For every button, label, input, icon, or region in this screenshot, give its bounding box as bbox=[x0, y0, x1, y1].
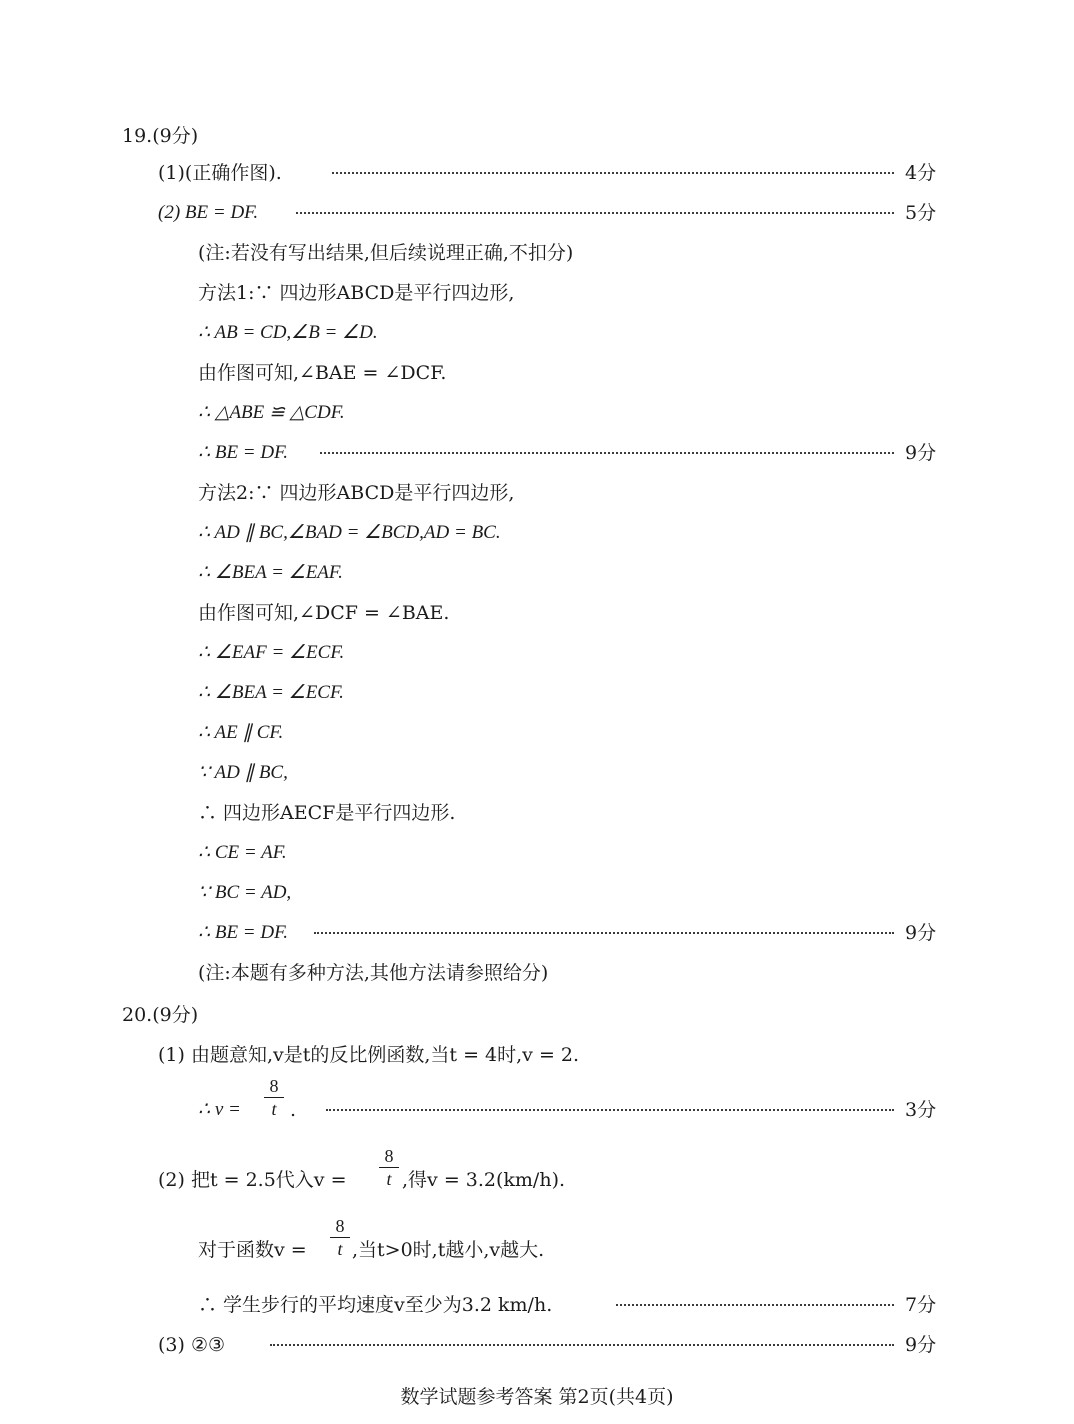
q20-part2-l2-prefix: 对于函数v = bbox=[198, 1239, 307, 1261]
q19-method2-line4 bbox=[0, 638, 1074, 668]
q19-method2-line6 bbox=[0, 718, 1074, 748]
q20-part1-result-suffix: . bbox=[290, 1099, 297, 1121]
q19-method2-line8 bbox=[0, 798, 1074, 828]
fraction-denominator: t bbox=[337, 1239, 343, 1259]
q20-part2-line3 bbox=[0, 1290, 1074, 1320]
q19-method2-line10 bbox=[0, 878, 1074, 908]
q20-part2-score: 7分 bbox=[905, 1294, 937, 1316]
q19-header: 19.(9分) bbox=[122, 125, 199, 147]
q20-part3-label: (3) ②③ bbox=[158, 1334, 226, 1356]
q19-method2-line11 bbox=[0, 918, 1074, 948]
leader-dots bbox=[616, 1304, 894, 1306]
q19-method1-line2 bbox=[0, 358, 1074, 388]
q19-part1-score: 4分 bbox=[905, 162, 937, 184]
q19-method2-title: 方法2:∵ 四边形ABCD是平行四边形, bbox=[198, 482, 515, 504]
fraction-numerator: 8 bbox=[335, 1216, 345, 1236]
fraction-bar bbox=[379, 1167, 399, 1168]
q19-method2-step1: ∴ AD ∥ BC,∠BAD = ∠BCD,AD = BC. bbox=[198, 522, 501, 543]
q19-method2-score: 9分 bbox=[905, 922, 937, 944]
q20-part1-result-prefix: ∴ v = bbox=[198, 1099, 241, 1120]
leader-dots bbox=[332, 172, 894, 174]
q19-part1-label: (1)(正确作图). bbox=[158, 162, 282, 184]
q19-note2-line bbox=[0, 958, 1074, 988]
fraction-denominator: t bbox=[386, 1169, 392, 1189]
leader-dots bbox=[314, 932, 894, 934]
q20-part1-text: (1) 由题意知,v是t的反比例函数,当t = 4时,v = 2. bbox=[158, 1044, 580, 1066]
q20-part2-prefix: (2) 把t = 2.5代入v = bbox=[158, 1169, 347, 1191]
q19-method1-line4 bbox=[0, 438, 1074, 468]
fraction-denominator: t bbox=[271, 1099, 277, 1119]
fraction-8-over-t bbox=[379, 1146, 399, 1189]
q20-part2-conclusion: ∴ 学生步行的平均速度v至少为3.2 km/h. bbox=[198, 1294, 553, 1316]
q20-part2-line2 bbox=[0, 1216, 1074, 1265]
q19-method2-step6: ∴ AE ∥ CF. bbox=[198, 722, 284, 743]
fraction-bar bbox=[264, 1097, 284, 1098]
q19-method2-step9: ∴ CE = AF. bbox=[198, 842, 287, 863]
q20-part2-line1 bbox=[0, 1146, 1074, 1195]
q19-method2-step11: ∴ BE = DF. bbox=[198, 922, 288, 943]
leader-dots bbox=[270, 1344, 894, 1346]
q19-method2-line1 bbox=[0, 518, 1074, 548]
q19-method2-line2 bbox=[0, 558, 1074, 588]
q19-method2-step7: ∵ AD ∥ BC, bbox=[198, 762, 288, 783]
q19-method2-line5 bbox=[0, 678, 1074, 708]
fraction-8-over-t bbox=[264, 1076, 284, 1119]
q19-method2-step5: ∴ ∠BEA = ∠ECF. bbox=[198, 682, 344, 703]
q19-part2-line bbox=[0, 198, 1074, 228]
q19-method1-line1 bbox=[0, 318, 1074, 348]
q19-method2-line3 bbox=[0, 598, 1074, 628]
q19-method1-score: 9分 bbox=[905, 442, 937, 464]
leader-dots bbox=[320, 452, 894, 454]
q20-part2-suffix: ,得v = 3.2(km/h). bbox=[402, 1169, 566, 1191]
q19-method1-step2: 由作图可知,∠BAE = ∠DCF. bbox=[198, 362, 447, 384]
q19-method2-step10: ∵ BC = AD, bbox=[198, 882, 292, 903]
q19-header-line bbox=[0, 121, 1074, 151]
q19-method2-title-line bbox=[0, 478, 1074, 508]
q20-part3-score: 9分 bbox=[905, 1334, 937, 1356]
q19-part2-label: (2) BE = DF. bbox=[158, 202, 259, 223]
q19-method1-line3 bbox=[0, 398, 1074, 428]
leader-dots bbox=[326, 1109, 894, 1111]
q19-method2-step2: ∴ ∠BEA = ∠EAF. bbox=[198, 562, 343, 583]
q20-part1-score: 3分 bbox=[905, 1099, 937, 1121]
q19-note1-line bbox=[0, 238, 1074, 268]
q19-method1-title: 方法1:∵ 四边形ABCD是平行四边形, bbox=[198, 282, 515, 304]
q19-method2-step4: ∴ ∠EAF = ∠ECF. bbox=[198, 642, 345, 663]
q20-part3-line bbox=[0, 1330, 1074, 1360]
fraction-numerator: 8 bbox=[269, 1076, 279, 1096]
q19-method2-step8: ∴ 四边形AECF是平行四边形. bbox=[198, 802, 456, 824]
q19-method1-step1: ∴ AB = CD,∠B = ∠D. bbox=[198, 322, 378, 343]
leader-dots bbox=[296, 212, 894, 214]
q19-part2-score: 5分 bbox=[905, 202, 937, 224]
q19-note1: (注:若没有写出结果,但后续说理正确,不扣分) bbox=[198, 242, 574, 264]
q19-method2-line9 bbox=[0, 838, 1074, 868]
fraction-8-over-t bbox=[330, 1216, 350, 1259]
q19-method2-step3: 由作图可知,∠DCF = ∠BAE. bbox=[198, 602, 450, 624]
q19-method2-line7 bbox=[0, 758, 1074, 788]
fraction-bar bbox=[330, 1237, 350, 1238]
q20-header-line bbox=[0, 1000, 1074, 1030]
q20-header: 20.(9分) bbox=[122, 1004, 199, 1026]
fraction-numerator: 8 bbox=[384, 1146, 394, 1166]
q19-method1-title-line bbox=[0, 278, 1074, 308]
q20-part1-line bbox=[0, 1040, 1074, 1070]
q19-part1-line bbox=[0, 158, 1074, 188]
q19-method1-step3: ∴ △ABE ≌ △CDF. bbox=[198, 402, 345, 423]
q19-note2: (注:本题有多种方法,其他方法请参照给分) bbox=[198, 962, 549, 984]
q20-part1-result-line bbox=[0, 1076, 1074, 1125]
q19-method1-step4: ∴ BE = DF. bbox=[198, 442, 288, 463]
q20-part2-l2-suffix: ,当t>0时,t越小,v越大. bbox=[352, 1239, 545, 1261]
page-footer: 数学试题参考答案 第2页(共4页) bbox=[400, 1386, 674, 1408]
